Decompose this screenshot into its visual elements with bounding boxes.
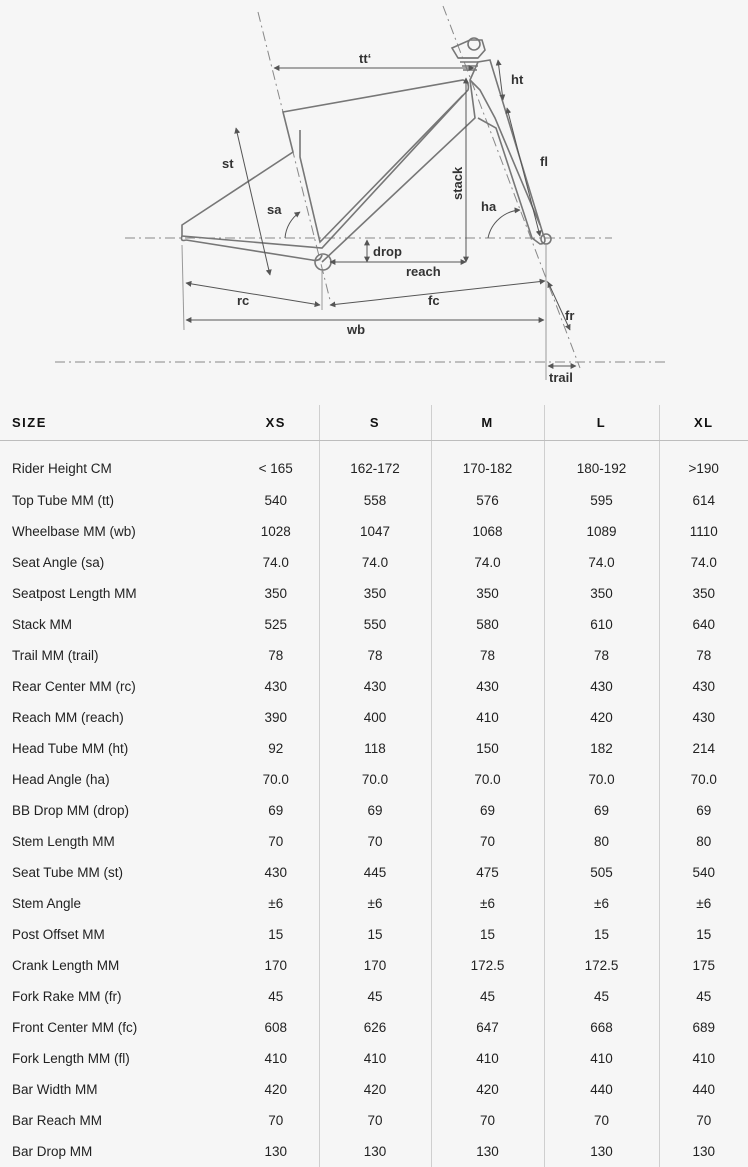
table-row — [0, 857, 748, 888]
cell-value: 410 — [233, 1043, 319, 1074]
cell-value: 182 — [544, 733, 659, 764]
cell-value: 430 — [233, 671, 319, 702]
cell-value: 69 — [319, 795, 431, 826]
cell-value: 78 — [659, 640, 748, 671]
cell-value: 45 — [233, 981, 319, 1012]
cell-value: 70 — [233, 1105, 319, 1136]
cell-value: 576 — [431, 485, 544, 516]
cell-value: 410 — [431, 1043, 544, 1074]
row-label: Stem Angle — [0, 888, 233, 919]
cell-value: 172.5 — [544, 950, 659, 981]
cell-value: 440 — [544, 1074, 659, 1105]
table-row — [0, 1074, 748, 1105]
table-row — [0, 888, 748, 919]
row-label: Post Offset MM — [0, 919, 233, 950]
label-sa: sa — [267, 202, 282, 217]
cell-value: 70.0 — [544, 764, 659, 795]
cell-value: < 165 — [233, 441, 319, 486]
label-tt: tt‘ — [359, 51, 371, 66]
cell-value: 15 — [544, 919, 659, 950]
cell-value: 440 — [659, 1074, 748, 1105]
cell-value: 445 — [319, 857, 431, 888]
cell-value: 540 — [659, 857, 748, 888]
row-label: Rider Height CM — [0, 441, 233, 486]
cell-value: ±6 — [659, 888, 748, 919]
row-label: Seat Tube MM (st) — [0, 857, 233, 888]
cell-value: 130 — [659, 1136, 748, 1167]
cell-value: 410 — [431, 702, 544, 733]
cell-value: 1089 — [544, 516, 659, 547]
cell-value: 1068 — [431, 516, 544, 547]
cell-value: 420 — [431, 1074, 544, 1105]
row-label: Bar Reach MM — [0, 1105, 233, 1136]
cell-value: 74.0 — [319, 547, 431, 578]
cell-value: 150 — [431, 733, 544, 764]
cell-value: 15 — [319, 919, 431, 950]
cell-value: >190 — [659, 441, 748, 486]
cell-value: 608 — [233, 1012, 319, 1043]
cell-value: 505 — [544, 857, 659, 888]
cell-value: 15 — [233, 919, 319, 950]
cell-value: 390 — [233, 702, 319, 733]
cell-value: 172.5 — [431, 950, 544, 981]
cell-value: 74.0 — [659, 547, 748, 578]
label-fc: fc — [428, 293, 440, 308]
cell-value: 70 — [319, 826, 431, 857]
cell-value: ±6 — [544, 888, 659, 919]
row-label: Trail MM (trail) — [0, 640, 233, 671]
cell-value: 689 — [659, 1012, 748, 1043]
cell-value: 614 — [659, 485, 748, 516]
table-row — [0, 919, 748, 950]
cell-value: 420 — [319, 1074, 431, 1105]
table-row — [0, 702, 748, 733]
cell-value: 69 — [431, 795, 544, 826]
row-label: Bar Drop MM — [0, 1136, 233, 1167]
row-label: Top Tube MM (tt) — [0, 485, 233, 516]
cell-value: 70.0 — [659, 764, 748, 795]
cell-value: 45 — [544, 981, 659, 1012]
table-row — [0, 981, 748, 1012]
cell-value: 170 — [319, 950, 431, 981]
cell-value: 420 — [233, 1074, 319, 1105]
table-row — [0, 1105, 748, 1136]
cell-value: 170 — [233, 950, 319, 981]
cell-value: 69 — [659, 795, 748, 826]
cell-value: 78 — [431, 640, 544, 671]
cell-value: 647 — [431, 1012, 544, 1043]
cell-value: 45 — [319, 981, 431, 1012]
header-l: L — [544, 405, 659, 441]
row-label: Head Tube MM (ht) — [0, 733, 233, 764]
cell-value: ±6 — [319, 888, 431, 919]
bike-frame — [182, 38, 552, 270]
row-label: Fork Length MM (fl) — [0, 1043, 233, 1074]
header-xl: XL — [659, 405, 748, 441]
cell-value: 180-192 — [544, 441, 659, 486]
cell-value: 15 — [431, 919, 544, 950]
table-row — [0, 640, 748, 671]
cell-value: 610 — [544, 609, 659, 640]
cell-value: 350 — [431, 578, 544, 609]
cell-value: 350 — [659, 578, 748, 609]
table-row — [0, 671, 748, 702]
cell-value: 400 — [319, 702, 431, 733]
cell-value: 92 — [233, 733, 319, 764]
table-row — [0, 826, 748, 857]
table-row — [0, 609, 748, 640]
label-rc: rc — [237, 293, 249, 308]
cell-value: 69 — [544, 795, 659, 826]
cell-value: 80 — [544, 826, 659, 857]
cell-value: 70 — [659, 1105, 748, 1136]
cell-value: 70.0 — [319, 764, 431, 795]
cell-value: 595 — [544, 485, 659, 516]
cell-value: 350 — [319, 578, 431, 609]
cell-value: 420 — [544, 702, 659, 733]
cell-value: 45 — [431, 981, 544, 1012]
cell-value: 130 — [431, 1136, 544, 1167]
cell-value: 74.0 — [544, 547, 659, 578]
cell-value: 410 — [319, 1043, 431, 1074]
row-label: BB Drop MM (drop) — [0, 795, 233, 826]
cell-value: 668 — [544, 1012, 659, 1043]
header-xs: XS — [233, 405, 319, 441]
header-m: M — [431, 405, 544, 441]
row-label: Reach MM (reach) — [0, 702, 233, 733]
cell-value: 170-182 — [431, 441, 544, 486]
header-size: SIZE — [0, 405, 233, 441]
cell-value: 70.0 — [233, 764, 319, 795]
table-row — [0, 764, 748, 795]
table-header-row — [0, 405, 748, 441]
cell-value: 130 — [319, 1136, 431, 1167]
cell-value: 1028 — [233, 516, 319, 547]
label-wb: wb — [346, 322, 365, 337]
label-ha: ha — [481, 199, 497, 214]
cell-value: 70 — [544, 1105, 659, 1136]
row-label: Head Angle (ha) — [0, 764, 233, 795]
cell-value: 475 — [431, 857, 544, 888]
row-label: Stack MM — [0, 609, 233, 640]
cell-value: 430 — [431, 671, 544, 702]
cell-value: 1110 — [659, 516, 748, 547]
cell-value: ±6 — [233, 888, 319, 919]
label-stack: stack — [450, 166, 465, 200]
cell-value: 78 — [544, 640, 659, 671]
label-drop: drop — [373, 244, 402, 259]
cell-value: 130 — [233, 1136, 319, 1167]
label-ht: ht — [511, 72, 524, 87]
cell-value: 430 — [233, 857, 319, 888]
table-row — [0, 795, 748, 826]
cell-value: 45 — [659, 981, 748, 1012]
cell-value: 550 — [319, 609, 431, 640]
cell-value: 70.0 — [431, 764, 544, 795]
cell-value: ±6 — [431, 888, 544, 919]
row-label: Wheelbase MM (wb) — [0, 516, 233, 547]
row-label: Stem Length MM — [0, 826, 233, 857]
cell-value: 70 — [431, 1105, 544, 1136]
row-label: Front Center MM (fc) — [0, 1012, 233, 1043]
table-row — [0, 950, 748, 981]
cell-value: 78 — [233, 640, 319, 671]
row-label: Seatpost Length MM — [0, 578, 233, 609]
geometry-drawing — [0, 0, 748, 400]
cell-value: 70 — [233, 826, 319, 857]
cell-value: 350 — [544, 578, 659, 609]
cell-value: 214 — [659, 733, 748, 764]
label-trail: trail — [549, 370, 573, 385]
cell-value: 430 — [659, 702, 748, 733]
cell-value: 540 — [233, 485, 319, 516]
table-row — [0, 485, 748, 516]
cell-value: 626 — [319, 1012, 431, 1043]
row-label: Bar Width MM — [0, 1074, 233, 1105]
cell-value: 580 — [431, 609, 544, 640]
table-row — [0, 578, 748, 609]
row-label: Crank Length MM — [0, 950, 233, 981]
cell-value: 525 — [233, 609, 319, 640]
cell-value: 350 — [233, 578, 319, 609]
cell-value: 410 — [659, 1043, 748, 1074]
label-fl: fl — [540, 154, 548, 169]
table-row — [0, 1012, 748, 1043]
cell-value: 430 — [544, 671, 659, 702]
cell-value: 410 — [544, 1043, 659, 1074]
label-fr: fr — [565, 308, 574, 323]
cell-value: 175 — [659, 950, 748, 981]
cell-value: 74.0 — [431, 547, 544, 578]
table-row — [0, 1043, 748, 1074]
cell-value: 74.0 — [233, 547, 319, 578]
cell-value: 80 — [659, 826, 748, 857]
cell-value: 640 — [659, 609, 748, 640]
cell-value: 1047 — [319, 516, 431, 547]
cell-value: 70 — [319, 1105, 431, 1136]
label-reach: reach — [406, 264, 441, 279]
row-label: Fork Rake MM (fr) — [0, 981, 233, 1012]
geometry-table — [0, 405, 748, 1167]
table-row — [0, 516, 748, 547]
frame-geometry-diagram — [0, 0, 748, 400]
cell-value: 78 — [319, 640, 431, 671]
cell-value: 558 — [319, 485, 431, 516]
table-row — [0, 733, 748, 764]
cell-value: 118 — [319, 733, 431, 764]
cell-value: 162-172 — [319, 441, 431, 486]
cell-value: 430 — [319, 671, 431, 702]
table-body — [0, 441, 748, 1167]
cell-value: 430 — [659, 671, 748, 702]
cell-value: 130 — [544, 1136, 659, 1167]
cell-value: 15 — [659, 919, 748, 950]
row-label: Rear Center MM (rc) — [0, 671, 233, 702]
table-row — [0, 441, 748, 486]
cell-value: 69 — [233, 795, 319, 826]
row-label: Seat Angle (sa) — [0, 547, 233, 578]
table-row — [0, 1136, 748, 1167]
cell-value: 70 — [431, 826, 544, 857]
table-row — [0, 547, 748, 578]
header-s: S — [319, 405, 431, 441]
label-st: st — [222, 156, 234, 171]
